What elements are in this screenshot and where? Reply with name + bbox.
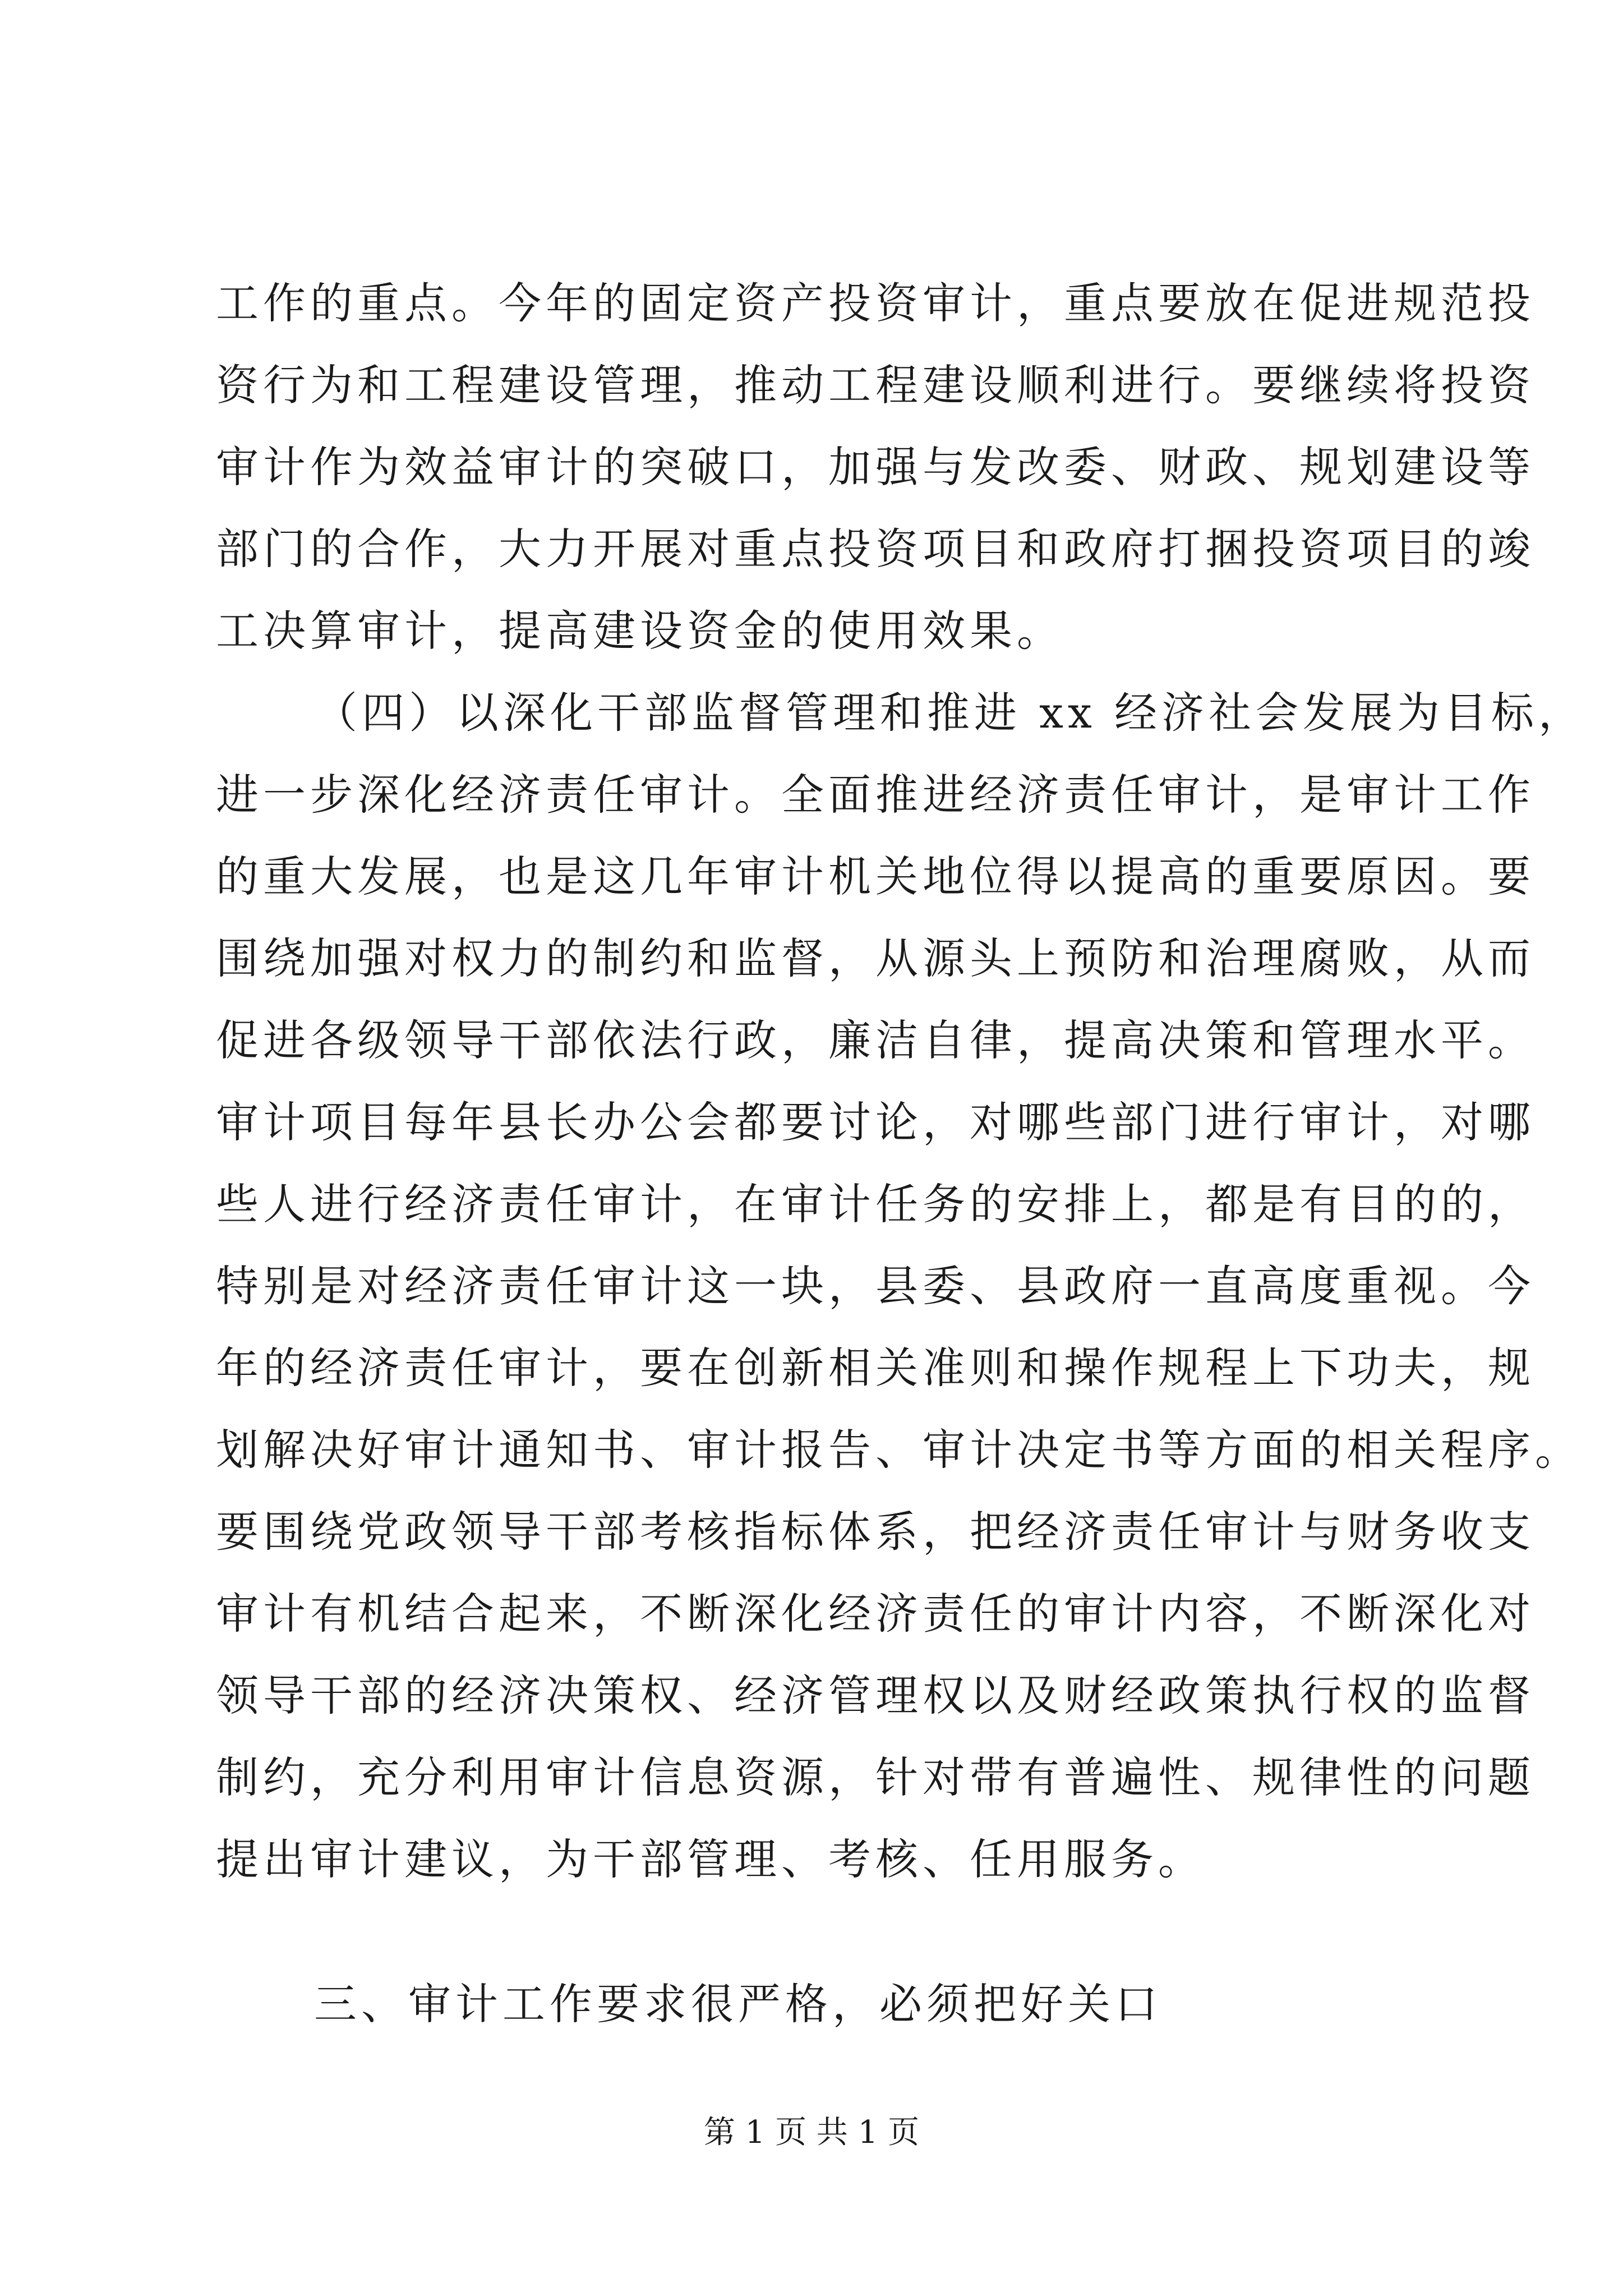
text-line: 特别是对经济责任审计这一块，县委、县政府一直高度重视。今 [216,1261,1535,1311]
text-line: 审计项目每年县长办公会都要讨论，对哪些部门进行审计，对哪 [216,1097,1535,1147]
text-line: 些人进行经济责任审计，在审计任务的安排上，都是有目的的， [216,1179,1535,1229]
text-line: 审计有机结合起来，不断深化经济责任的审计内容，不断深化对 [216,1589,1535,1639]
paragraph-start-line: （四）以深化干部监督管理和推进 xx 经济社会发展为目标， [315,688,1586,738]
text-line: 划解决好审计通知书、审计报告、审计决定书等方面的相关程序。 [216,1425,1582,1475]
section-heading: 三、审计工作要求很严格，必须把好关口 [314,1979,1162,2029]
text-line: 要围绕党政领导干部考核指标体系，把经济责任审计与财务收支 [216,1507,1535,1557]
body-text [216,263,1586,1901]
text-line: 进一步深化经济责任审计。全面推进经济责任审计，是审计工作 [216,770,1535,820]
text-line: 领导干部的经济决策权、经济管理权以及财经政策执行权的监督 [216,1671,1535,1720]
text-line: 提出审计建议，为干部管理、考核、任用服务。 [216,1834,1205,1884]
text-line: 工决算审计，提高建设资金的使用效果。 [216,606,1064,656]
text-line: 制约，充分利用审计信息资源，针对带有普遍性、规律性的问题 [216,1752,1535,1802]
page-footer: 第 1 页 共 1 页 [703,2114,920,2151]
text-line: 促进各级领导干部依法行政，廉洁自律，提高决策和管理水平。 [216,1015,1535,1065]
text-line: 工作的重点。今年的固定资产投资审计，重点要放在促进规范投 [216,278,1535,328]
text-line: 围绕加强对权力的制约和监督，从源头上预防和治理腐败，从而 [216,933,1535,983]
text-line: 年的经济责任审计，要在创新相关准则和操作规程上下功夫，规 [216,1343,1535,1393]
text-line: 的重大发展，也是这几年审计机关地位得以提高的重要原因。要 [216,852,1535,901]
text-line: 资行为和工程建设管理，推动工程建设顺利进行。要继续将投资 [216,360,1535,410]
text-line: 部门的合作，大力开展对重点投资项目和政府打捆投资项目的竣 [216,524,1535,574]
text-line: 审计作为效益审计的突破口，加强与发改委、财政、规划建设等 [216,442,1535,492]
